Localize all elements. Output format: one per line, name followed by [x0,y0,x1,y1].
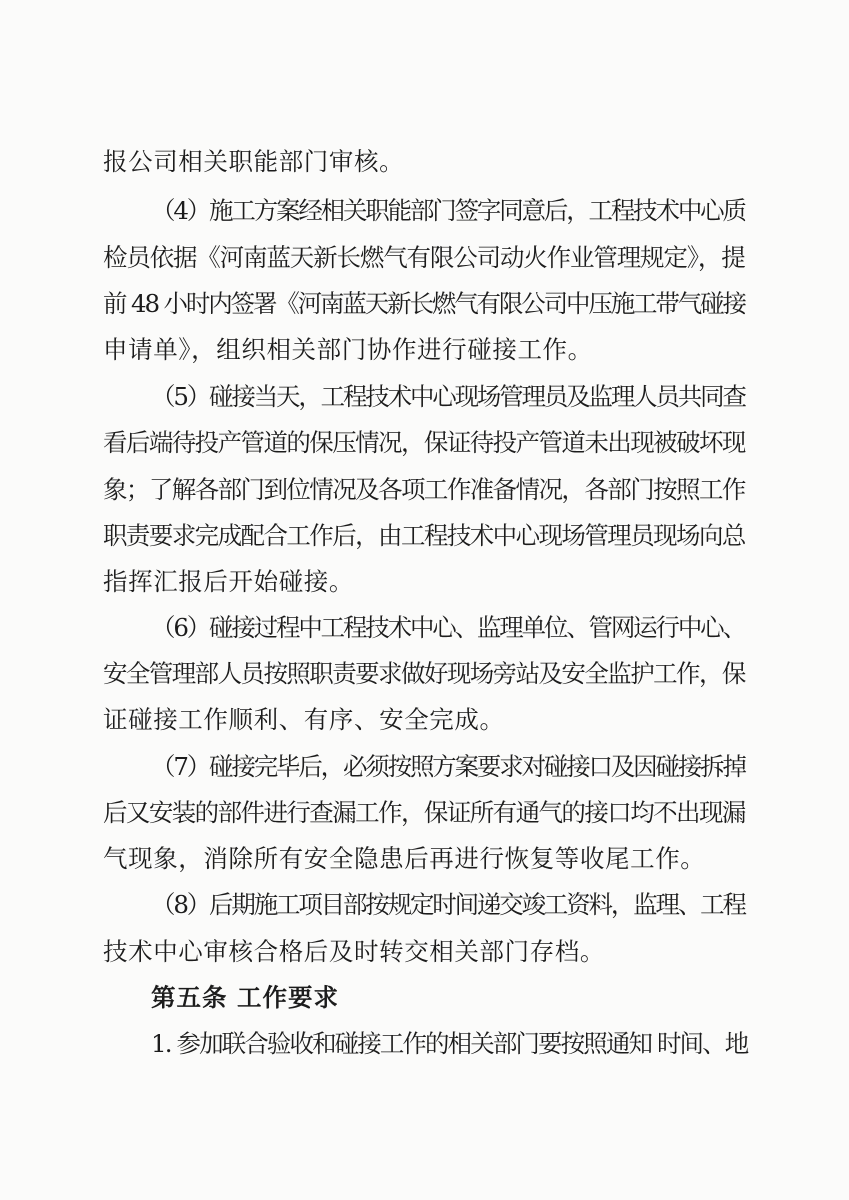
text-line: 象；了解各部门到位情况及各项工作准备情况，各部门按照工作 [103,475,745,504]
text-line: 检员依据《河南蓝天新长燃气有限公司动火作业管理规定》，提 [103,243,745,272]
text-line: （6）碰接过程中工程技术中心、监理单位、管网运行中心、 [151,613,745,642]
text-line: （4）施工方案经相关职能部门签字同意后，工程技术中心质 [151,196,745,225]
text-line: （8）后期施工项目部按规定时间递交竣工资料，监理、工程 [151,890,745,919]
text-line: 报公司相关职能部门审核。 [103,147,405,176]
text-line: 技术中心审核合格后及时转交相关部门存档。 [103,937,605,966]
text-line: （5）碰接当天，工程技术中心现场管理员及监理人员共同查 [151,382,745,411]
text-line: 安全管理部人员按照职责要求做好现场旁站及安全监护工作，保 [103,659,745,688]
text-line: 前 48 小时内签署《河南蓝天新长燃气有限公司中压施工带气碰接 [103,289,745,318]
text-line: 指挥汇报后开始碰接。 [103,567,354,596]
section-heading: 第五条 工作要求 [151,983,340,1012]
text-line: 气现象，消除所有安全隐患后再进行恢复等收尾工作。 [103,844,706,873]
text-line: 职责要求完成配合工作后，由工程技术中心现场管理员现场向总 [103,521,745,550]
text-line: （7）碰接完毕后，必须按照方案要求对碰接口及因碰接拆掉 [151,752,745,781]
text-line: 证碰接工作顺利、有序、安全完成。 [103,705,505,734]
text-line: 申请单》，组织相关部门协作进行碰接工作。 [103,335,593,364]
text-line: 1. 参加联合验收和碰接工作的相关部门要按照通知 时间、地 [151,1029,748,1058]
text-line: 后又安装的部件进行查漏工作，保证所有通气的接口均不出现漏 [103,798,745,827]
text-line: 看后端待投产管道的保压情况，保证待投产管道未出现被破坏现 [103,428,745,457]
